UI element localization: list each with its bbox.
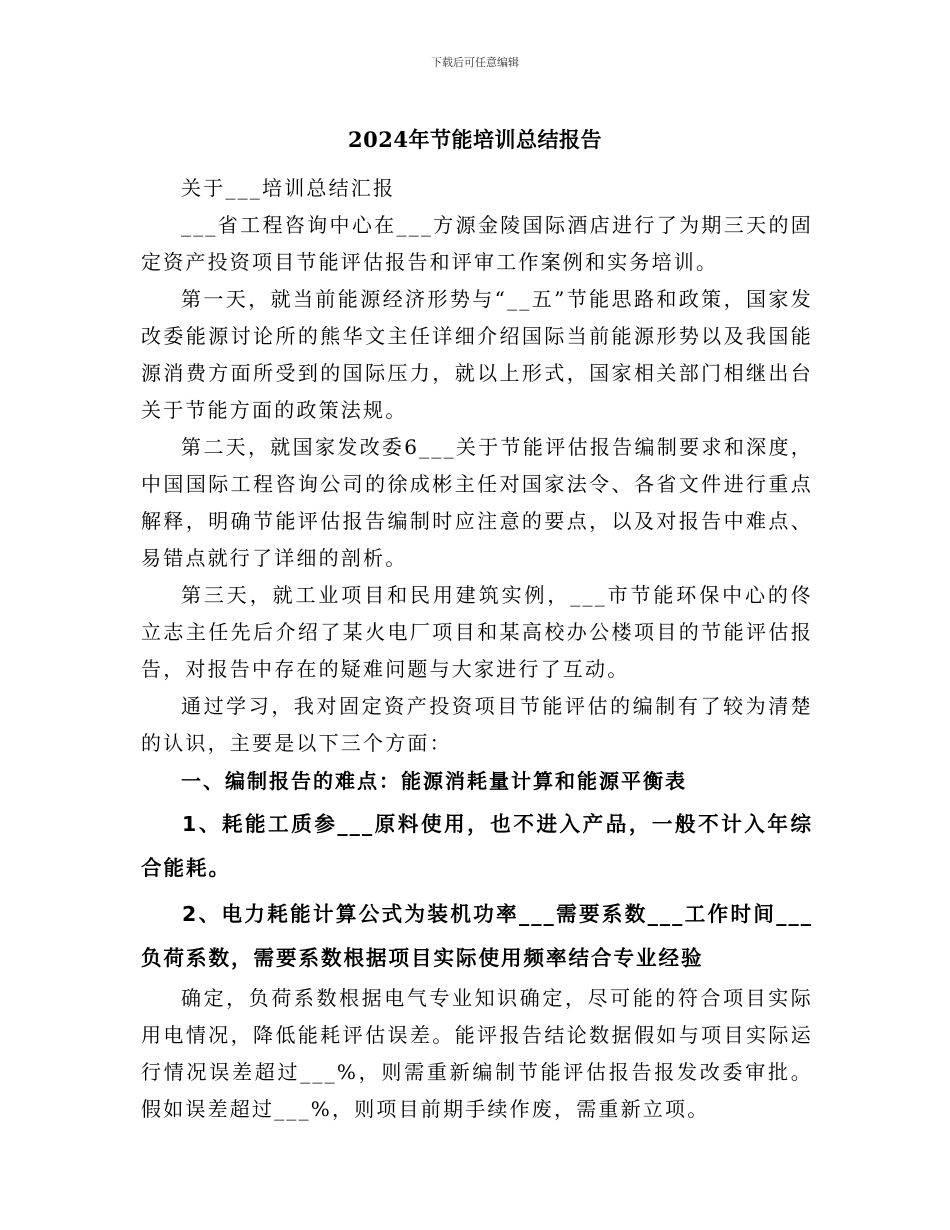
paragraph-conclusion: 确定，负荷系数根据电气专业知识确定，尽可能的符合项目实际用电情况，降低能耗评估误差。能评报告结论数据假如与项目实际运行情况误差超过___%，则需重新编制节能评估报告报发改委审批。假如误差超过___%，则项目前期手续作废，需重新立项。 [141, 986, 813, 1121]
paragraph-day-three: 第三天，就工业项目和民用建筑实例，___市节能环保中心的佟立志主任先后介绍了某火电厂项目和某高校办公楼项目的节能评估报告，对报告中存在的疑难问题与大家进行了互动。 [141, 583, 813, 681]
document-body [141, 170, 813, 1128]
paragraph-day-two: 第二天，就国家发改委6___关于节能评估报告编制要求和深度，中国国际工程咨询公司的徐成彬主任对国家法令、各省文件进行重点解释，明确节能评估报告编制时应注意的要点，以及对报告中难点、易错点就行了详细的剖析。 [141, 435, 813, 570]
paragraph-learning: 通过学习，我对固定资产投资项目节能评估的编制有了较为清楚的认识，主要是以下三个方面： [141, 694, 813, 755]
point-two: 2、电力耗能计算公式为装机功率___需要系数___工作时间___负荷系数，需要系数根据项目实际使用频率结合专业经验 [141, 902, 813, 970]
paragraph-day-one: 第一天，就当前能源经济形势与“__五”节能思路和政策，国家发改委能源讨论所的熊华文主任详细介绍国际当前能源形势以及我国能源消费方面所受到的国际压力，就以上形式，国家相关部门相继出台关于节能方面的政策法规。 [141, 287, 813, 422]
paragraph-subject: 关于___培训总结汇报 [181, 176, 396, 200]
header-note: 下载后可任意编辑 [431, 56, 519, 69]
paragraph-intro: ___省工程咨询中心在___方源金陵国际酒店进行了为期三天的固定资产投资项目节能评估报告和评审工作案例和实务培训。 [141, 213, 813, 274]
section-heading-difficulties: 一、编制报告的难点：能源消耗量计算和能源平衡表 [181, 769, 687, 793]
point-one: 1、耗能工质参___原料使用，也不进入产品，一般不计入年综合能耗。 [141, 812, 813, 880]
document-title: 2024年节能培训总结报告 [348, 127, 602, 152]
